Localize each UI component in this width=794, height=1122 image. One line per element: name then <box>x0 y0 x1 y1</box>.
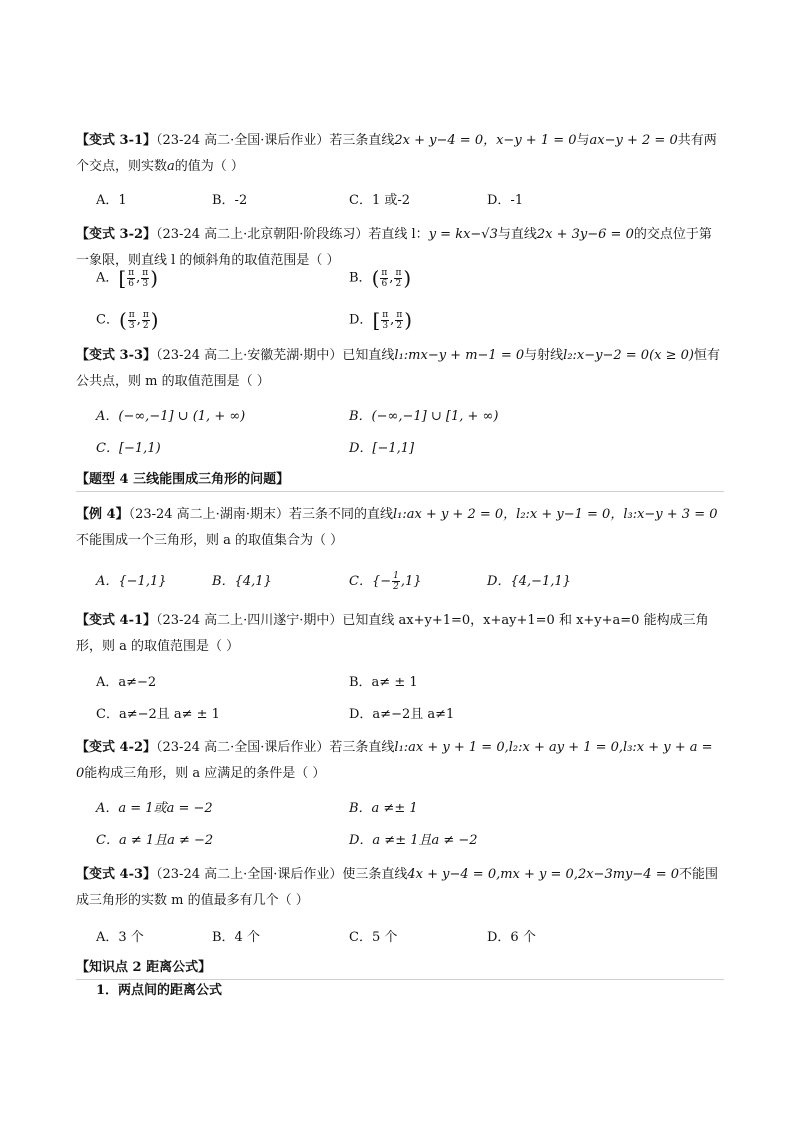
option-a[interactable]: A．a≠−2 <box>96 675 157 690</box>
math-expression: 4x + y−4 = 0,mx + y = 0,2x−3my−4 = 0 <box>407 867 679 882</box>
subheading-distance-formula: 1．两点间的距离公式 <box>96 983 223 998</box>
question-source: （23-24 高二上·全国·课后作业） <box>156 867 343 882</box>
options-4-2-row1 <box>96 797 734 821</box>
section-heading-knowledge-2: 【知识点 2 距离公式】 <box>76 957 724 980</box>
option-a[interactable]: A．[ $\frac{\pi}{6}$ , $\frac{\pi}{3}$ ) <box>96 266 158 290</box>
math-expression: 2x + y−4 = 0，x−y + 1 = 0 <box>394 133 577 148</box>
question-source: （23-24 高二上·湖南·期末） <box>128 507 289 522</box>
options-4-2-row2 <box>96 829 734 853</box>
question-tag: 【变式 3-1】 <box>76 133 157 148</box>
question-source: （23-24 高二上·四川遂宁·期中） <box>156 613 343 628</box>
option-c[interactable]: C．5 个 <box>349 930 398 945</box>
question-text: 使三条直线 <box>342 867 408 882</box>
option-a[interactable]: A．1 <box>96 193 127 208</box>
options-ex-4 <box>96 568 734 596</box>
option-c[interactable]: C．{− $\frac{1}{2}$ ,1} <box>349 571 422 592</box>
question-tag: 【变式 4-2】 <box>76 740 157 755</box>
question-text: 恒有公共点，则 m 的取值范围是（ ） <box>76 348 720 389</box>
question-3-1 <box>76 128 724 180</box>
question-3-3 <box>76 343 724 395</box>
math-expression: l₂:x−y−2 = 0(x ≥ 0) <box>563 348 694 363</box>
question-text: 与射线 <box>524 348 564 363</box>
question-source: （23-24 高二·全国·课后作业） <box>156 740 330 755</box>
question-text: 若三条直线 <box>329 133 395 148</box>
option-b[interactable]: B．-2 <box>212 193 248 208</box>
options-3-3-row2 <box>96 437 734 461</box>
question-tag: 【变式 3-2】 <box>76 227 157 242</box>
options-4-3 <box>96 926 734 950</box>
question-text: 若三条直线 <box>329 740 395 755</box>
option-d[interactable]: D．6 个 <box>487 930 536 945</box>
question-text: 若三条不同的直线 <box>288 507 393 522</box>
option-d[interactable]: D．-1 <box>487 193 524 208</box>
options-3-2-row2 <box>96 306 734 334</box>
question-text: 与直线 <box>497 227 537 242</box>
question-source: （23-24 高二上·安徽芜湖·期中） <box>156 348 343 363</box>
option-b[interactable]: B．a≠ ± 1 <box>349 675 418 690</box>
question-text: 不能围成三角形的实数 m 的值最多有几个（ ） <box>76 867 718 908</box>
question-text: 的交点位于第一象限，则直线 l 的倾斜角的取值范围是（ ） <box>76 227 712 268</box>
options-3-3-row1 <box>96 405 734 429</box>
question-4-1 <box>76 608 724 660</box>
question-source: （23-24 高二·全国·课后作业） <box>156 133 330 148</box>
options-3-2-row1 <box>96 264 734 292</box>
option-b[interactable]: B．a ≠± 1 <box>349 801 418 816</box>
question-4-2 <box>76 735 724 787</box>
options-4-1-row1 <box>96 671 734 695</box>
question-source: （23-24 高二上·北京朝阳·阶段练习） <box>156 227 369 242</box>
math-expression: l₁:ax + y + 1 = 0,l₂:x + ay + 1 = 0,l₃:x + y + a = 0 <box>76 740 713 781</box>
question-text: 的值为（ ） <box>174 159 244 174</box>
options-4-1-row2 <box>96 703 734 727</box>
option-a[interactable]: A．a = 1或a = −2 <box>96 801 213 816</box>
option-b[interactable]: B．4 个 <box>212 930 260 945</box>
math-expression: 2x + 3y−6 = 0 <box>536 227 634 242</box>
option-c[interactable]: C．( $\frac{\pi}{3}$ , $\frac{\pi}{2}$ ) <box>96 308 159 332</box>
option-c[interactable]: C．a≠−2且 a≠ ± 1 <box>96 707 220 722</box>
option-c[interactable]: C．a ≠ 1且a ≠ −2 <box>96 833 214 848</box>
option-d[interactable]: D．[ $\frac{\pi}{3}$ , $\frac{\pi}{2}$ ) <box>349 308 413 332</box>
section-heading-4: 【题型 4 三线能围成三角形的问题】 <box>76 469 724 492</box>
question-text: 不能围成一个三角形，则 a 的取值集合为（ ） <box>76 533 344 548</box>
option-c[interactable]: C．[−1,1) <box>96 441 161 456</box>
math-expression: a <box>167 159 175 174</box>
math-expression: ax−y + 2 = 0 <box>589 133 678 148</box>
question-text: 与 <box>576 133 590 148</box>
question-tag: 【变式 4-1】 <box>76 613 157 628</box>
option-a[interactable]: A．3 个 <box>96 930 144 945</box>
option-b[interactable]: B．( $\frac{\pi}{6}$ , $\frac{\pi}{2}$ ) <box>349 266 412 290</box>
question-tag: 【变式 3-3】 <box>76 348 157 363</box>
question-tag: 【变式 4-3】 <box>76 867 157 882</box>
question-4-3 <box>76 862 724 914</box>
question-text: 已知直线 <box>342 348 395 363</box>
option-d[interactable]: D．a≠−2且 a≠1 <box>349 707 455 722</box>
option-b[interactable]: B．(−∞,−1] ∪ [1, + ∞) <box>349 409 499 424</box>
math-expression: y = kx−√3 <box>428 227 498 242</box>
option-d[interactable]: D．{4,−1,1} <box>487 574 571 589</box>
option-a[interactable]: A．(−∞,−1] ∪ (1, + ∞) <box>96 409 246 424</box>
option-d[interactable]: D．[−1,1] <box>349 441 415 456</box>
option-b[interactable]: B．{4,1} <box>212 574 272 589</box>
example-4 <box>76 502 724 554</box>
options-3-1 <box>96 189 734 213</box>
question-text: 共有两个交点，则实数 <box>76 133 717 174</box>
option-d[interactable]: D．a ≠± 1且a ≠ −2 <box>349 833 478 848</box>
math-expression: l₁:mx−y + m−1 = 0 <box>394 348 525 363</box>
option-c[interactable]: C．1 或-2 <box>349 193 411 208</box>
math-expression: l₁:ax + y + 2 = 0，l₂:x + y−1 = 0，l₃:x−y + 3 = 0 <box>392 507 718 522</box>
option-a[interactable]: A．{−1,1} <box>96 574 167 589</box>
question-text: 已知直线 ax+y+1=0，x+ay+1=0 和 x+y+a=0 能构成三角形，则 a 的取值范围是（ ） <box>76 613 709 654</box>
question-text: 能构成三角形，则 a 应满足的条件是（ ） <box>84 766 326 781</box>
question-text: 若直线 l： <box>368 227 429 242</box>
question-tag: 【例 4】 <box>76 507 129 522</box>
